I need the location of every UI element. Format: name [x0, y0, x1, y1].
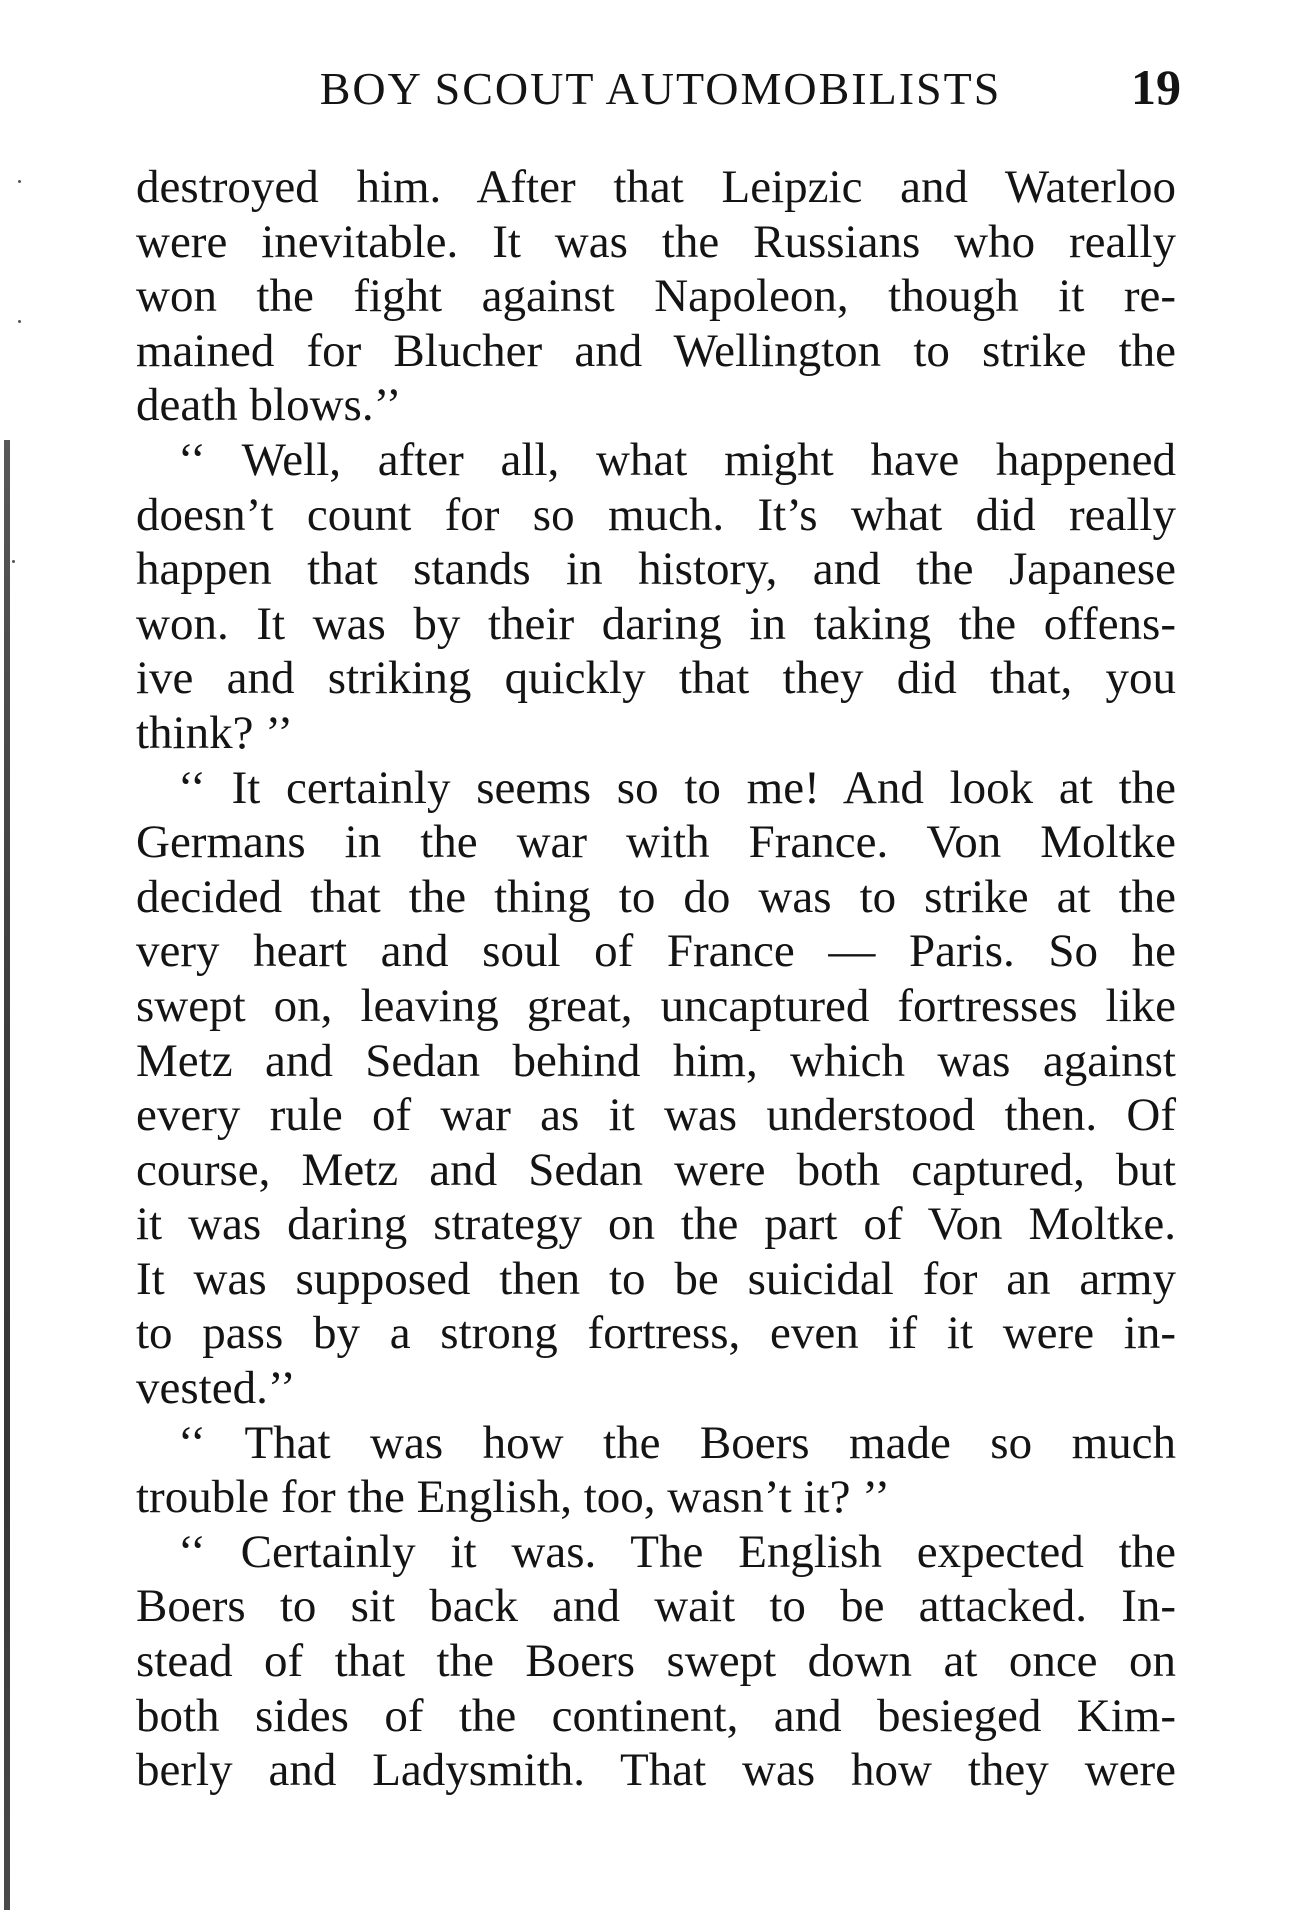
scan-speck: [18, 320, 21, 323]
text-line: to pass by a strong fortress, even if it were in-: [136, 1307, 1176, 1360]
text-line: very heart and soul of France — Paris. So he: [136, 925, 1176, 978]
scan-speck: [12, 560, 15, 563]
page-number: 19: [1131, 59, 1181, 115]
text-line: trouble for the English, too, wasn’t it? ’’: [136, 1471, 891, 1524]
text-line: both sides of the continent, and besieged Kim-: [136, 1689, 1176, 1742]
page-header: [140, 56, 1181, 126]
text-line: berly and Ladysmith. That was how they were: [136, 1744, 1176, 1797]
text-line: destroyed him. After that Leipzic and Waterloo: [136, 161, 1176, 213]
text-line: decided that the thing to do was to strike at the: [136, 870, 1176, 923]
text-line: doesn’t count for so much. It’s what did really: [136, 488, 1176, 541]
text-line: happen that stands in history, and the Japanese: [136, 543, 1176, 596]
text-line: it was daring strategy on the part of Von Moltke.: [136, 1198, 1176, 1251]
text-line: ‘‘ Certainly it was. The English expected the: [178, 1525, 1176, 1578]
text-line: vested.’’: [136, 1362, 296, 1415]
text-line: Germans in the war with France. Von Moltke: [136, 816, 1176, 869]
text-line: ‘‘ It certainly seems so to me! And look at the: [178, 761, 1176, 814]
text-line: ive and striking quickly that they did that, you: [136, 652, 1176, 705]
text-line: Boers to sit back and wait to be attacked. In-: [136, 1580, 1176, 1633]
running-title: BOY SCOUT AUTOMOBILISTS: [319, 63, 1002, 114]
text-line: every rule of war as it was understood then. Of: [136, 1089, 1176, 1142]
text-line: course, Metz and Sedan were both captured, but: [136, 1143, 1176, 1196]
scan-speck: [18, 180, 21, 183]
body-text: [136, 160, 1176, 1798]
text-line: were inevitable. It was the Russians who really: [136, 215, 1176, 268]
binding-edge: [4, 440, 10, 1910]
text-line: ‘‘ That was how the Boers made so much: [178, 1416, 1176, 1469]
text-line: ‘‘ Well, after all, what might have happened: [178, 433, 1176, 486]
text-line: won. It was by their daring in taking the offens-: [136, 597, 1176, 650]
text-line: Metz and Sedan behind him, which was against: [136, 1034, 1176, 1087]
text-line: won the fight against Napoleon, though it re-: [136, 270, 1176, 323]
text-line: mained for Blucher and Wellington to strike the: [136, 324, 1176, 377]
text-line: death blows.’’: [136, 379, 402, 432]
text-line: think? ’’: [136, 706, 294, 759]
text-line: swept on, leaving great, uncaptured fortresses like: [136, 979, 1176, 1032]
text-line: stead of that the Boers swept down at once on: [136, 1635, 1176, 1688]
text-line: It was supposed then to be suicidal for an army: [136, 1252, 1176, 1305]
